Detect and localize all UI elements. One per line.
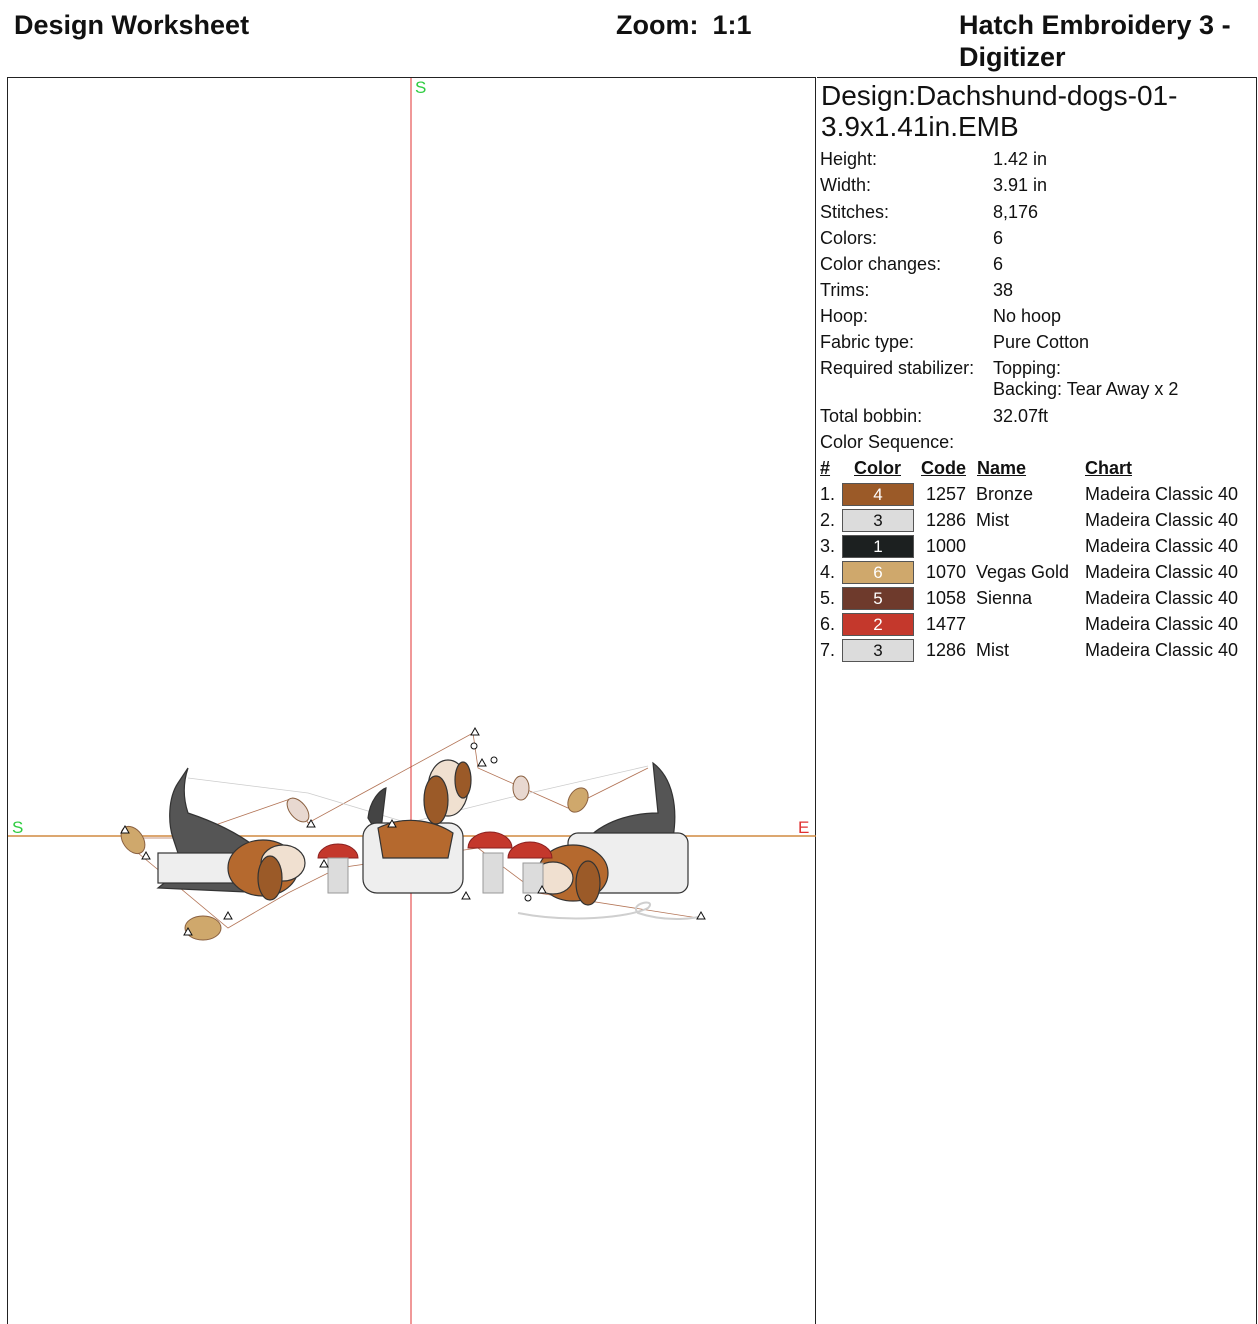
thread-name: Sienna — [976, 588, 1033, 608]
field-value: 32.07ft — [993, 406, 1049, 426]
thread-swatch: 6 — [842, 561, 914, 584]
field-colors — [820, 227, 1004, 249]
col-header-chart: Chart — [1085, 458, 1133, 478]
field-value: No hoop — [993, 306, 1062, 326]
field-label: Fabric type: — [820, 332, 915, 352]
thread-chart: Madeira Classic 40 — [1085, 484, 1239, 504]
row-num: 4. — [820, 562, 836, 582]
color-sequence-row — [817, 534, 1257, 560]
col-header-num: # — [820, 458, 831, 478]
col-header-code: Code — [921, 458, 966, 478]
row-num: 6. — [820, 614, 836, 634]
thread-chart: Madeira Classic 40 — [1085, 562, 1239, 582]
field-value: 8,176 — [993, 202, 1039, 222]
col-header-color: Color — [854, 458, 901, 478]
field-stabilizer — [820, 357, 1062, 379]
stabilizer-backing: Backing: Tear Away x 2 — [993, 379, 1179, 399]
field-value: 1.42 in — [993, 149, 1048, 169]
thread-chart: Madeira Classic 40 — [1085, 536, 1239, 556]
field-value: 6 — [993, 254, 1004, 274]
field-label: Colors: — [820, 228, 878, 248]
stabilizer-topping: Topping: — [993, 358, 1062, 378]
row-num: 1. — [820, 484, 836, 504]
field-value: 3.91 in — [993, 175, 1048, 195]
thread-code: 1286 — [926, 640, 967, 660]
thread-code: 1058 — [926, 588, 967, 608]
thread-swatch: 2 — [842, 613, 914, 636]
color-sequence-row — [817, 612, 1257, 638]
right-dog — [533, 763, 688, 905]
field-label: Trims: — [820, 280, 870, 300]
design-info-panel — [817, 77, 1257, 1324]
zoom-label: Zoom: — [616, 10, 699, 40]
left-dog — [158, 768, 305, 900]
field-label: Color changes: — [820, 254, 942, 274]
color-sequence-heading: Color Sequence: — [820, 432, 955, 452]
col-header-name: Name — [977, 458, 1027, 478]
thread-swatch: 3 — [842, 509, 914, 532]
leash — [518, 903, 701, 919]
row-num: 5. — [820, 588, 836, 608]
thread-swatch: 1 — [842, 535, 914, 558]
thread-code: 1477 — [926, 614, 967, 634]
thread-name: Bronze — [976, 484, 1034, 504]
thread-swatch: 5 — [842, 587, 914, 610]
field-value: 6 — [993, 228, 1004, 248]
thread-code: 1286 — [926, 510, 967, 530]
thread-chart: Madeira Classic 40 — [1085, 510, 1239, 530]
thread-chart: Madeira Classic 40 — [1085, 588, 1239, 608]
zoom-indicator — [616, 9, 752, 41]
row-num: 3. — [820, 536, 836, 556]
thread-chart: Madeira Classic 40 — [1085, 614, 1239, 634]
field-label: Total bobbin: — [820, 406, 923, 426]
axis-start-top-label: S — [415, 78, 427, 97]
field-fabric-type — [820, 331, 1090, 353]
field-hoop — [820, 305, 1062, 327]
middle-dog — [363, 760, 471, 893]
field-label: Width: — [820, 175, 872, 195]
design-canvas[interactable] — [7, 77, 816, 1324]
field-stitches — [820, 201, 1039, 223]
field-value: Pure Cotton — [993, 332, 1090, 352]
field-value: 38 — [993, 280, 1014, 300]
row-num: 2. — [820, 510, 836, 530]
app-name: Hatch Embroidery 3 - Digitizer — [959, 10, 1231, 72]
field-label: Hoop: — [820, 306, 869, 326]
design-preview — [8, 78, 816, 1324]
field-bobbin — [820, 405, 1049, 427]
axis-start-left-label: S — [12, 818, 24, 837]
thread-code: 1000 — [926, 536, 967, 556]
thread-name: Vegas Gold — [976, 562, 1070, 582]
axis-end-right-label: E — [798, 818, 810, 837]
field-width — [820, 174, 1048, 196]
thread-code: 1257 — [926, 484, 967, 504]
design-name: Design:Dachshund-dogs-01-3.9x1.41in.EMB — [821, 80, 1178, 142]
field-trims — [820, 279, 1014, 301]
field-height — [820, 148, 1048, 170]
thread-chart: Madeira Classic 40 — [1085, 640, 1239, 660]
field-label: Height: — [820, 149, 878, 169]
field-color-changes — [820, 253, 1004, 275]
thread-swatch: 3 — [842, 639, 914, 662]
row-num: 7. — [820, 640, 836, 660]
thread-name: Mist — [976, 510, 1009, 530]
zoom-value: 1:1 — [712, 10, 752, 40]
color-sequence-row — [817, 508, 1257, 534]
color-sequence-row — [817, 586, 1257, 612]
thread-name: Mist — [976, 640, 1009, 660]
color-sequence-row — [817, 482, 1257, 508]
page-title: Design Worksheet — [14, 10, 250, 40]
color-sequence-row — [817, 638, 1257, 664]
color-sequence-row — [817, 560, 1257, 586]
thread-swatch: 4 — [842, 483, 914, 506]
thread-code: 1070 — [926, 562, 967, 582]
field-label: Required stabilizer: — [820, 358, 975, 378]
field-label: Stitches: — [820, 202, 890, 222]
